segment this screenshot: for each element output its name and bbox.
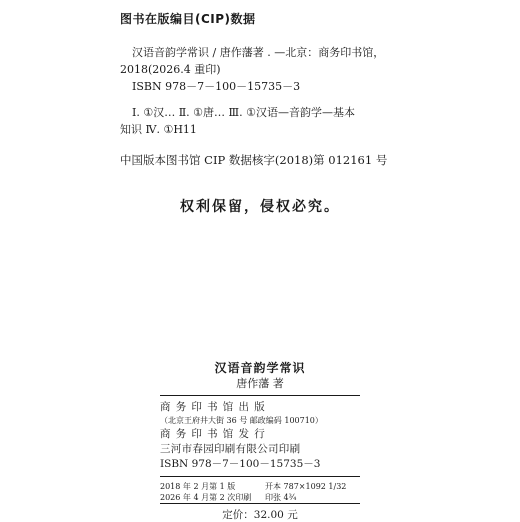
cip-block [120,10,420,168]
rights-notice: 权利保留，侵权必究。 [180,199,340,215]
cip-isbn: ISBN 978－7－100－15735－3 [132,80,301,93]
cip-heading: 图书在版编目(CIP)数据 [120,12,256,26]
author: 唐作藩 著 [160,376,360,396]
book-title: 汉语音韵学常识 [214,361,306,375]
printer: 三河市春园印刷有限公司印刷 [160,443,301,455]
edition-info [160,477,360,503]
distributor: 商务印书馆发行 [160,428,270,440]
publisher-address: （北京王府井大街 36 号 邮政编码 100710） [160,416,323,425]
printed-sheets: 印张 4¾ [265,493,297,502]
edition-reprint: 2026 年 4 月第 2 次印刷 [160,493,252,502]
cip-data-number: 中国版本图书馆 CIP 数据核字(2018)第 012161 号 [120,153,388,167]
cip-entry-line1: 汉语音韵学常识 / 唐作藩著 . —北京：商务印书馆， [132,46,385,59]
cip-entry-line2: 2018(2026.4 重印) [120,63,221,76]
publisher: 商务印书馆出版 [160,401,270,413]
price: 定价：32.00 元 [160,503,360,522]
cip-subject-line2: 知识 Ⅳ. ①H11 [120,123,197,136]
imprint-block [160,360,360,522]
edition-first: 2018 年 2 月第 1 版 [160,482,236,491]
imprint-isbn: ISBN 978－7－100－15735－3 [160,458,321,470]
cip-subject-line1: Ⅰ. ①汉… Ⅱ. ①唐… Ⅲ. ①汉语—音韵学—基本 [132,106,355,119]
book-format: 开本 787×1092 1/32 [265,482,347,491]
